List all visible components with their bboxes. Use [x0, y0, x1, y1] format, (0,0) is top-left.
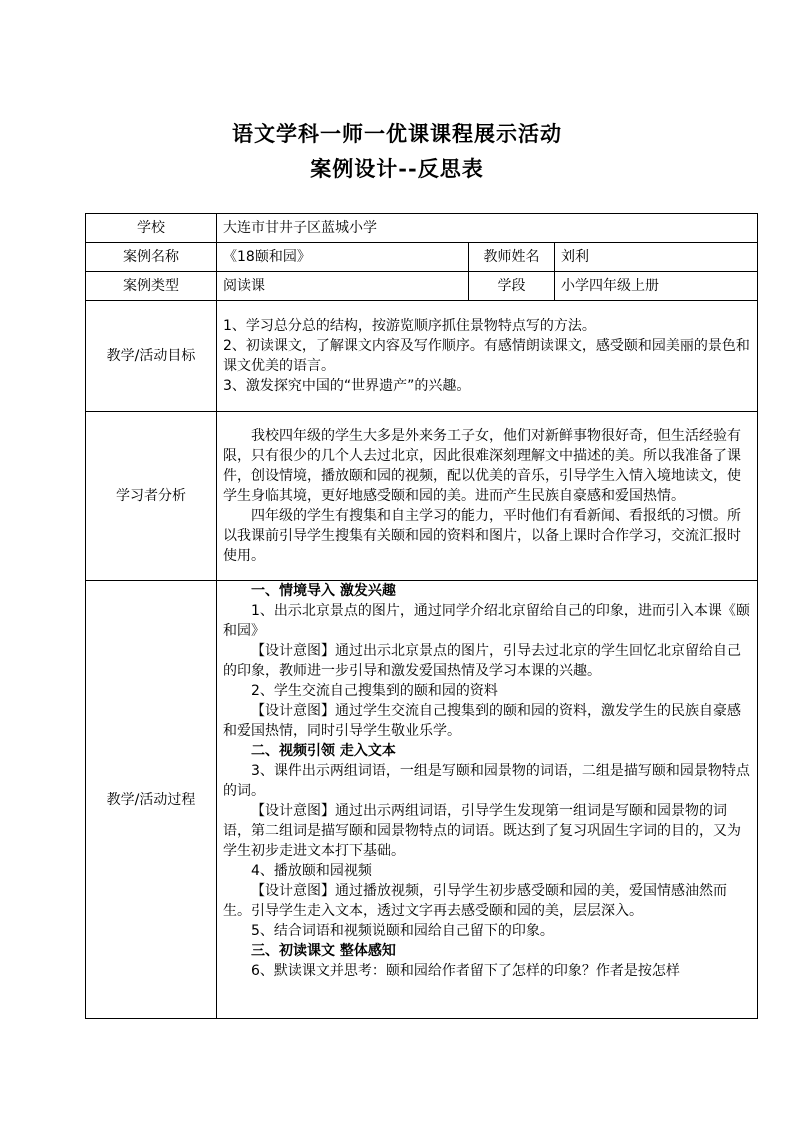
goals-label: 教学/活动目标 — [86, 301, 217, 412]
process-label: 教学/活动过程 — [86, 581, 217, 1019]
design-intent: 【设计意图】通过出示两组词语，引导学生发现第一组词是写颐和园景物的词语，第二组词是描写颐和园景物特点的词语。既达到了复习巩固生字词的目的，又为学生初步走进文本打下基础。 — [223, 803, 741, 859]
design-intent: 【设计意图】通过出示北京景点的图片，引导去过北京的学生回忆北京留给自己的印象，教师进一步引导和激发爱国热情及学习本课的兴趣。 — [223, 643, 741, 679]
page-title: 语文学科一师一优课课程展示活动 — [232, 121, 562, 146]
row-process — [86, 581, 758, 1019]
learner-paragraph: 我校四年级的学生大多是外来务工子女，他们对新鲜事物很好奇，但生活经验有限，只有很少的几个人去过北京，因此很难深刻理解文中描述的美。所以我准备了课件，创设情境，播放颐和园的视频，配以优美的音乐，引导学生入情入境地读文，使学生身临其境，更好地感受颐和园的美。进而产生民族自豪感和爱国热情。 — [223, 428, 741, 504]
process-line: 1、出示北京景点的图片，通过同学介绍北京留给自己的印象，进而引入本课《颐和园》 — [223, 603, 750, 639]
goal-item: 3、激发探究中国的“世界遗产”的兴趣。 — [223, 378, 471, 394]
process-line: 3、课件出示两组词语，一组是写颐和园景物的词语，二组是描写颐和园景物特点的词。 — [223, 763, 750, 799]
teacher-value: 刘利 — [555, 243, 758, 272]
process-line: 2、学生交流自己搜集到的颐和园的资料 — [251, 683, 498, 699]
goal-item: 1、学习总分总的结构，按游览顺序抓住景物特点写的方法。 — [223, 318, 596, 334]
process-content — [217, 581, 758, 1019]
teacher-label: 教师姓名 — [469, 243, 555, 272]
school-value: 大连市甘井子区蓝城小学 — [217, 214, 758, 243]
case-name-value: 《18颐和园》 — [217, 243, 469, 272]
goals-content — [217, 301, 758, 412]
design-intent: 【设计意图】通过播放视频，引导学生初步感受颐和园的美，爱国情感油然而生。引导学生走入文本，透过文字再去感受颐和园的美，层层深入。 — [223, 883, 727, 919]
learner-label: 学习者分析 — [86, 412, 217, 581]
process-heading: 三、初读课文 整体感知 — [251, 943, 396, 959]
row-case-type — [86, 272, 758, 301]
process-line: 4、播放颐和园视频 — [251, 863, 372, 879]
case-type-label: 案例类型 — [86, 272, 217, 301]
goal-item: 2、初读课文，了解课文内容及写作顺序。有感情朗读课文，感受颐和园美丽的景色和课文优美的语言。 — [223, 338, 750, 374]
grade-label: 学段 — [469, 272, 555, 301]
row-case-name — [86, 243, 758, 272]
learner-content — [217, 412, 758, 581]
school-label: 学校 — [86, 214, 217, 243]
page-subtitle: 案例设计--反思表 — [310, 156, 484, 181]
row-school — [86, 214, 758, 243]
grade-value: 小学四年级上册 — [555, 272, 758, 301]
reflection-form-table — [85, 213, 758, 1019]
row-learner-analysis — [86, 412, 758, 581]
design-intent: 【设计意图】通过学生交流自己搜集到的颐和园的资料，激发学生的民族自豪感和爱国热情，同时引导学生敬业乐学。 — [223, 703, 741, 739]
case-type-value: 阅读课 — [217, 272, 469, 301]
row-goals — [86, 301, 758, 412]
learner-paragraph: 四年级的学生有搜集和自主学习的能力，平时他们有看新闻、看报纸的习惯。所以我课前引导学生搜集有关颐和园的资料和图片，以备上课时合作学习，交流汇报时使用。 — [223, 508, 741, 564]
process-heading: 二、视频引领 走入文本 — [251, 743, 396, 759]
case-name-label: 案例名称 — [86, 243, 217, 272]
process-heading: 一、情境导入 激发兴趣 — [251, 583, 396, 599]
process-line: 6、默读课文并思考：颐和园给作者留下了怎样的印象？作者是按怎样 — [251, 963, 680, 979]
process-line: 5、结合词语和视频说颐和园给自己留下的印象。 — [251, 923, 554, 939]
